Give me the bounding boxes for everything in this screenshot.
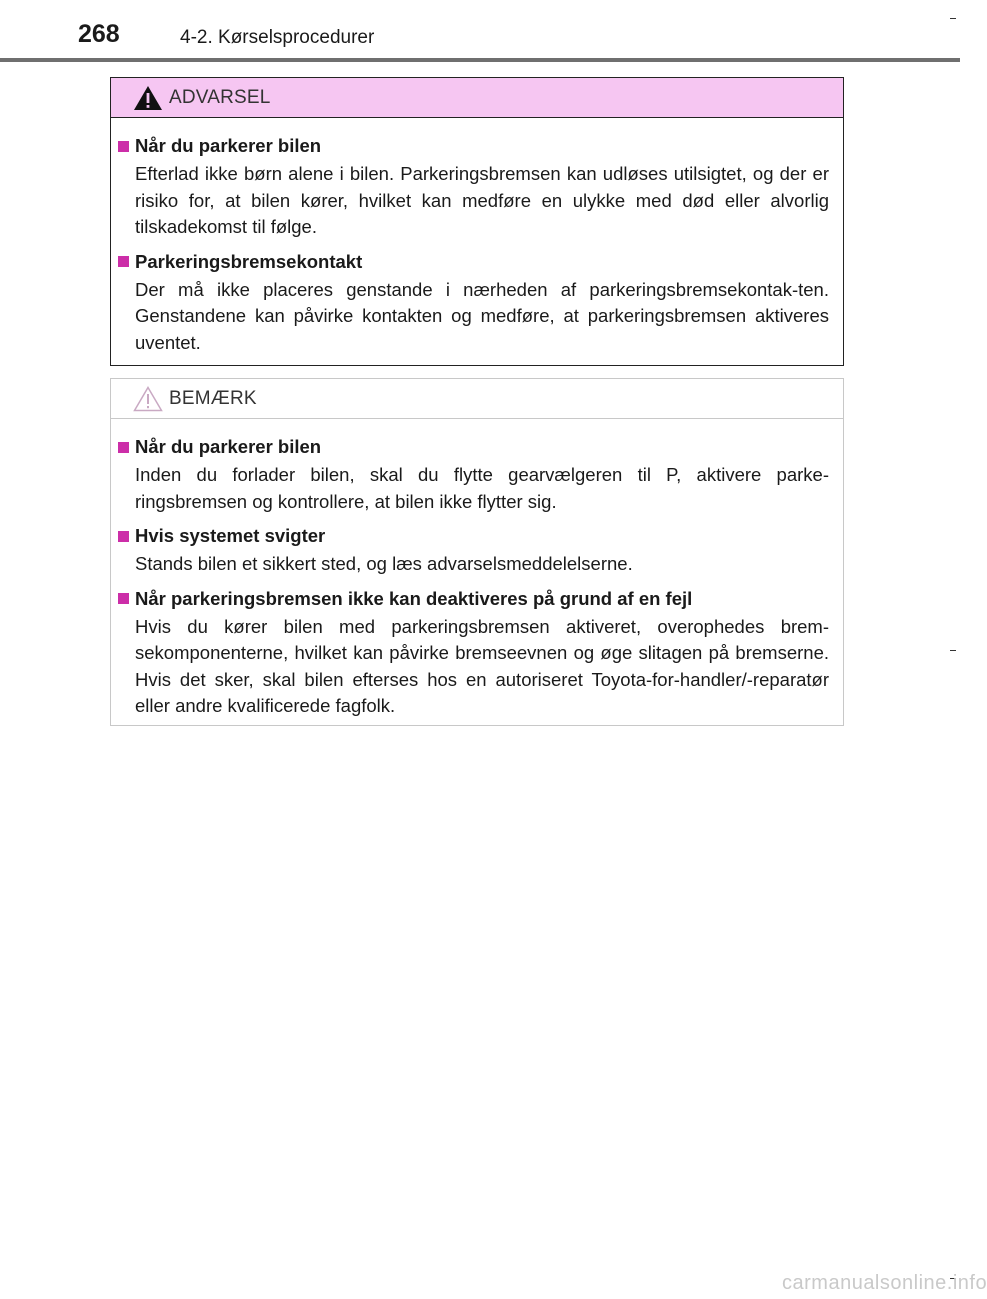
notice-item-text: Inden du forlader bilen, skal du flytte gearvælgeren til P, aktivere parke-ringsbremsen og kontrollere, at bilen ikke flytter sig. — [135, 464, 829, 512]
item-title-text: Når parkeringsbremsen ikke kan deaktiveres på grund af en fejl — [135, 587, 693, 609]
square-bullet-icon — [118, 141, 129, 152]
notice-box-body — [111, 419, 843, 720]
notice-item — [118, 524, 829, 578]
notice-item-text: Stands bilen et sikkert sted, og læs advarselsmeddelelserne. — [135, 553, 633, 574]
warning-triangle-outline-icon — [133, 386, 163, 412]
notice-item — [118, 587, 829, 720]
notice-item-title — [118, 435, 829, 459]
warning-item-title — [118, 134, 829, 158]
warning-label: ADVARSEL — [169, 87, 271, 108]
page-header — [0, 0, 960, 60]
item-title-text: Parkeringsbremsekontakt — [135, 250, 363, 272]
watermark: carmanualsonline.info — [782, 1272, 987, 1294]
warning-item-text: Der må ikke placeres genstande i nærheden af parkeringsbremsekontak-ten. Genstandene kan påvirke kontakten og medføre, at parkeringsbremsen aktiveres uventet. — [135, 278, 829, 353]
notice-box — [110, 378, 844, 726]
item-title-text: Når du parkerer bilen — [135, 436, 322, 457]
header-rule — [0, 58, 960, 62]
warning-box — [110, 77, 844, 366]
notice-label: BEMÆRK — [169, 388, 257, 409]
section-title: 4-2. Kørselsprocedurer — [180, 27, 375, 48]
warning-box-header — [111, 78, 843, 118]
warning-item-text: Efterlad ikke børn alene i bilen. Parkeringsbremsen kan udløses utilsigtet, og der er risiko for, at bilen kører, hvilket kan medføre en ulykke med død eller alvorlig tilskadekomst til følge. — [135, 163, 829, 237]
item-title-text: Hvis systemet svigter — [135, 525, 326, 546]
warning-item-title — [118, 250, 829, 274]
notice-item — [118, 435, 829, 515]
warning-triangle-filled-icon — [133, 85, 163, 111]
notice-item-title — [118, 587, 829, 611]
warning-item — [118, 134, 829, 241]
square-bullet-icon — [118, 256, 129, 267]
notice-box-header — [111, 379, 843, 419]
warning-item — [118, 250, 829, 357]
page-number: 268 — [78, 20, 120, 48]
item-title-text: Når du parkerer bilen — [135, 135, 322, 156]
notice-item-title — [118, 524, 829, 548]
square-bullet-icon — [118, 442, 129, 453]
warning-box-body — [111, 118, 843, 356]
crop-mark — [950, 18, 956, 19]
crop-mark — [950, 650, 956, 651]
square-bullet-icon — [118, 593, 129, 604]
square-bullet-icon — [118, 531, 129, 542]
notice-item-text: Hvis du kører bilen med parkeringsbremsen aktiveret, overophedes brem-sekomponenterne, hvilket kan påvirke bremseevnen og øge slitagen på bremserne. Hvis det sker, skal bilen efterses hos en autoriseret Toyota-for-handler/-reparatør eller andre kvalificerede fagfolk. — [135, 615, 829, 716]
